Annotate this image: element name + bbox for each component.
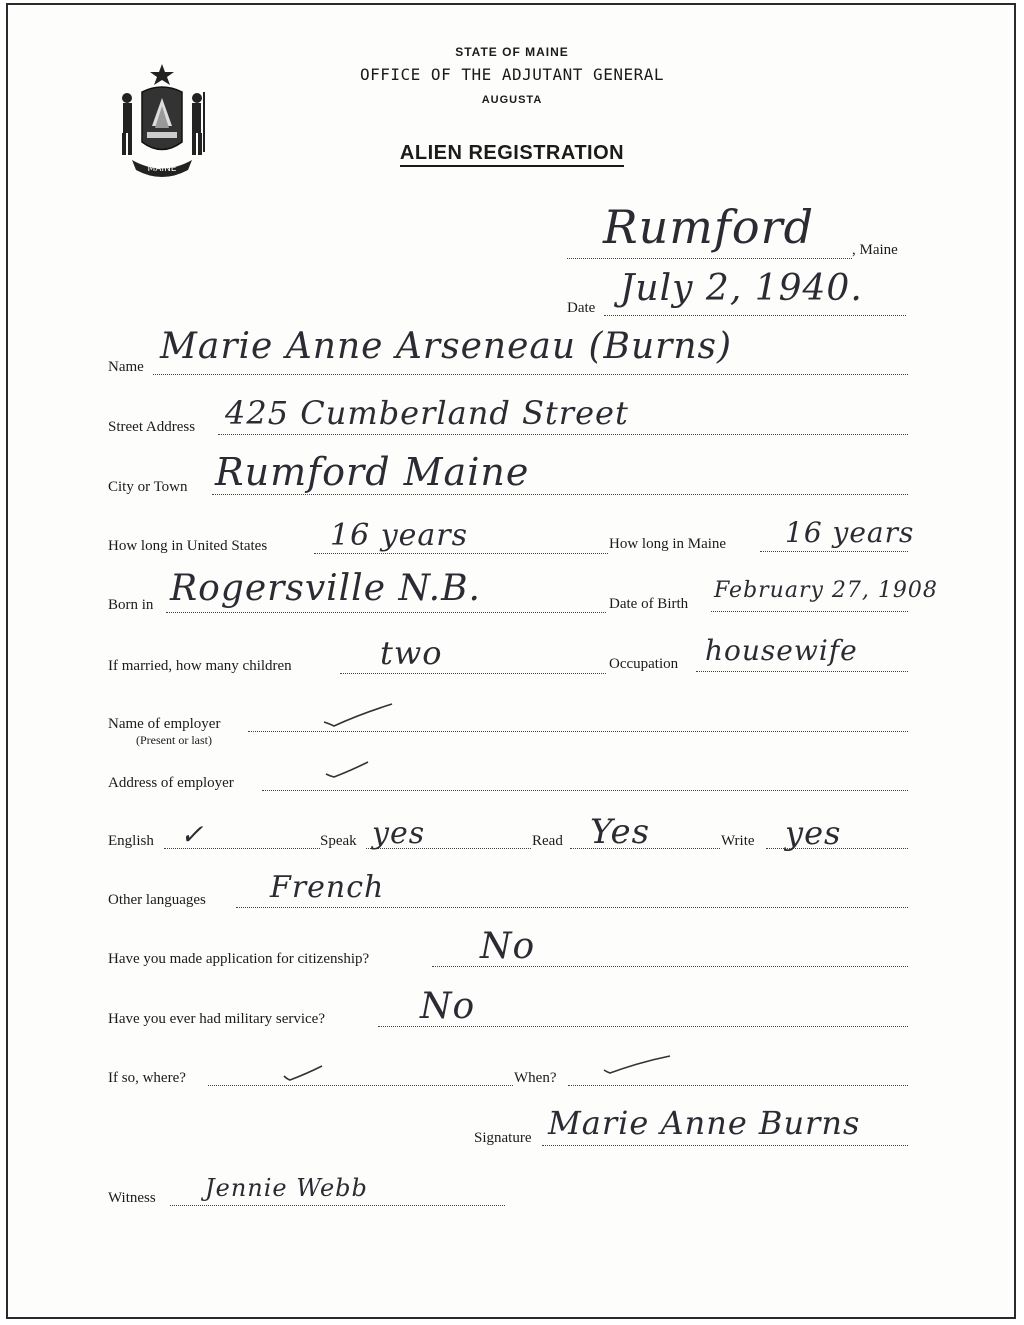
other-languages-entry: French bbox=[270, 870, 385, 905]
name-entry: Marie Anne Arseneau (Burns) bbox=[160, 326, 733, 367]
form-title-text: ALIEN REGISTRATION bbox=[400, 142, 624, 167]
when-label: When? bbox=[514, 1070, 557, 1086]
city-line bbox=[212, 494, 908, 495]
how-long-maine-entry: 16 years bbox=[785, 516, 915, 549]
employer-address-checkmark bbox=[322, 756, 382, 780]
when-checkmark bbox=[600, 1052, 676, 1078]
street-line bbox=[218, 434, 908, 435]
date-of-birth-label: Date of Birth bbox=[609, 596, 689, 612]
how-long-maine-label: How long in Maine bbox=[609, 536, 727, 552]
military-label: Have you ever had military service? bbox=[108, 1011, 325, 1027]
date-of-birth-line bbox=[711, 611, 908, 612]
date-of-birth-entry: February 27, 1908 bbox=[714, 578, 938, 603]
children-line bbox=[340, 673, 606, 674]
city-label: City or Town bbox=[108, 479, 188, 495]
maine-suffix-label: , Maine bbox=[852, 242, 898, 258]
signature-label: Signature bbox=[474, 1130, 532, 1146]
header-state: STATE OF MAINE bbox=[455, 45, 569, 59]
signature-entry: Marie Anne Burns bbox=[548, 1104, 861, 1142]
employer-name-line bbox=[248, 731, 908, 732]
date-label: Date bbox=[567, 300, 596, 316]
where-label: If so, where? bbox=[108, 1070, 186, 1086]
town-entry: Rumford bbox=[603, 200, 815, 254]
header-city: AUGUSTA bbox=[481, 94, 543, 106]
header-office: OFFICE OF THE ADJUTANT GENERAL bbox=[360, 65, 664, 84]
occupation-line bbox=[696, 671, 908, 672]
where-checkmark bbox=[282, 1062, 332, 1084]
date-line bbox=[604, 315, 906, 316]
witness-label: Witness bbox=[108, 1190, 156, 1206]
witness-line bbox=[170, 1205, 505, 1206]
when-line bbox=[568, 1085, 908, 1086]
date-entry: July 2, 1940. bbox=[620, 268, 863, 309]
children-label: If married, how many children bbox=[108, 658, 292, 674]
speak-entry: yes bbox=[372, 816, 426, 851]
employer-note-label: (Present or last) bbox=[136, 733, 212, 747]
other-languages-line bbox=[236, 907, 908, 908]
speak-label: Speak bbox=[320, 833, 357, 849]
citizenship-label: Have you made application for citizenship? bbox=[108, 951, 370, 967]
witness-entry: Jennie Webb bbox=[205, 1174, 368, 1202]
occupation-entry: housewife bbox=[705, 634, 858, 667]
english-entry: ✓ bbox=[180, 818, 205, 851]
how-long-us-entry: 16 years bbox=[330, 518, 469, 553]
read-label: Read bbox=[532, 833, 563, 849]
signature-line bbox=[542, 1145, 908, 1146]
occupation-label: Occupation bbox=[609, 656, 679, 672]
born-in-label: Born in bbox=[108, 597, 154, 613]
military-entry: No bbox=[420, 986, 476, 1027]
how-long-us-line bbox=[314, 553, 608, 554]
where-line bbox=[208, 1085, 513, 1086]
town-line bbox=[567, 258, 852, 259]
street-label: Street Address bbox=[108, 419, 196, 435]
city-entry: Rumford Maine bbox=[215, 450, 530, 494]
form-title bbox=[0, 142, 1024, 165]
seal-banner-text: MAINE bbox=[147, 164, 177, 174]
write-label: Write bbox=[721, 833, 755, 849]
name-label: Name bbox=[108, 359, 144, 375]
born-in-line bbox=[166, 612, 606, 613]
english-label: English bbox=[108, 833, 154, 849]
born-in-entry: Rogersville N.B. bbox=[170, 568, 481, 609]
read-entry: Yes bbox=[590, 812, 651, 852]
street-entry: 425 Cumberland Street bbox=[225, 394, 629, 432]
employer-address-label: Address of employer bbox=[108, 775, 234, 791]
other-languages-label: Other languages bbox=[108, 892, 206, 908]
citizenship-entry: No bbox=[480, 926, 536, 967]
how-long-maine-line bbox=[760, 551, 908, 552]
employer-address-line bbox=[262, 790, 908, 791]
employer-name-label: Name of employer bbox=[108, 716, 221, 732]
write-entry: yes bbox=[785, 814, 842, 852]
employer-name-checkmark bbox=[320, 700, 400, 730]
how-long-us-label: How long in United States bbox=[108, 538, 268, 554]
children-entry: two bbox=[380, 634, 443, 672]
name-line bbox=[153, 374, 908, 375]
